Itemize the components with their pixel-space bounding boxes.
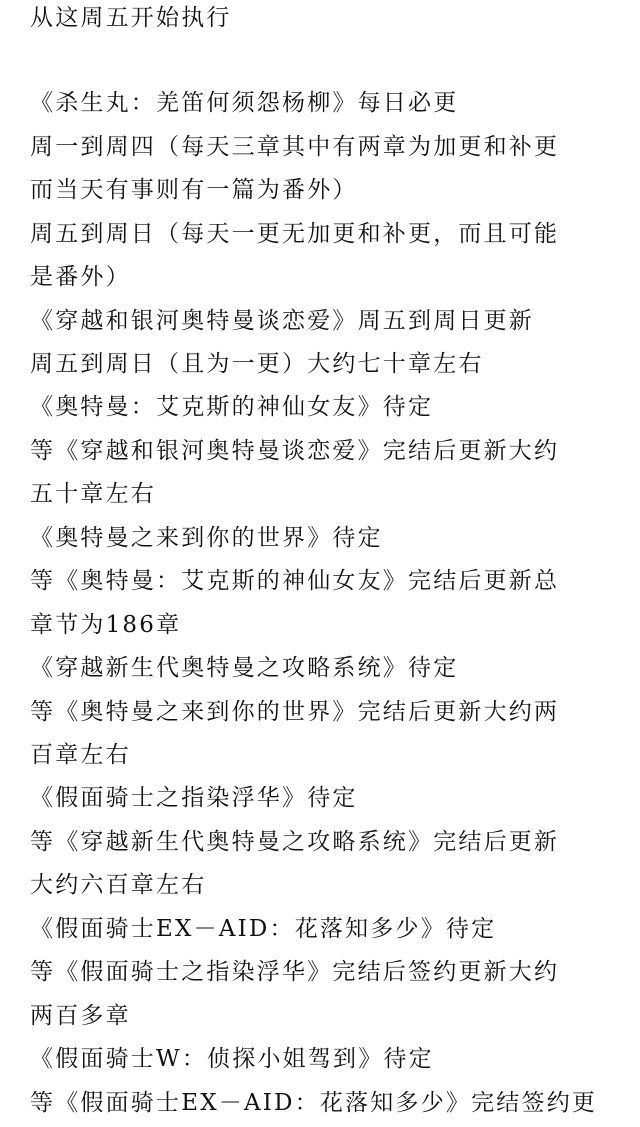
text-line: 等《穿越和银河奥特曼谈恋爱》完结后更新大约: [30, 438, 560, 464]
text-line: 等《奥特曼：艾克斯的神仙女友》完结后更新总: [30, 568, 560, 594]
text-line: 《假面骑士W：侦探小姐驾到》待定: [30, 1046, 434, 1072]
text-line: 等《奥特曼之来到你的世界》完结后更新大约两: [30, 699, 560, 725]
text-line: 百章左右: [30, 742, 131, 768]
text-line: 周五到周日（每天一更无加更和补更，而且可能: [30, 221, 560, 247]
text-line: 是番外）: [30, 264, 131, 290]
text-line: 《穿越新生代奥特曼之攻略系统》待定: [30, 655, 459, 681]
text-line: 《穿越和银河奥特曼谈恋爱》周五到周日更新: [30, 308, 534, 334]
text-line: 《奥特曼之来到你的世界》待定: [30, 525, 383, 551]
text-line: 《假面骑士之指染浮华》待定: [30, 785, 358, 811]
text-line: 周一到周四（每天三章其中有两章为加更和补更: [30, 134, 560, 160]
text-line: 《假面骑士EX－AID：花落知多少》待定: [30, 916, 497, 942]
text-line: 两百多章: [30, 1003, 131, 1029]
text-line: 从这周五开始执行: [30, 5, 232, 31]
text-line: 等《穿越新生代奥特曼之攻略系统》完结后更新: [30, 829, 560, 855]
text-line: 五十章左右: [30, 481, 156, 507]
text-line: 大约六百章左右: [30, 872, 207, 898]
text-line: 等《假面骑士之指染浮华》完结后签约更新大约: [30, 959, 560, 985]
text-line: 周五到周日（且为一更）大约七十章左右: [30, 351, 484, 377]
text-line: 《奥特曼：艾克斯的神仙女友》待定: [30, 394, 434, 420]
text-line: 等《假面骑士EX－AID：花落知多少》完结签约更: [30, 1090, 598, 1116]
text-line: 而当天有事则有一篇为番外）: [30, 177, 358, 203]
text-line: 章节为186章: [30, 612, 182, 638]
text-line: 《杀生丸：羌笛何须怨杨柳》每日必更: [30, 90, 459, 116]
